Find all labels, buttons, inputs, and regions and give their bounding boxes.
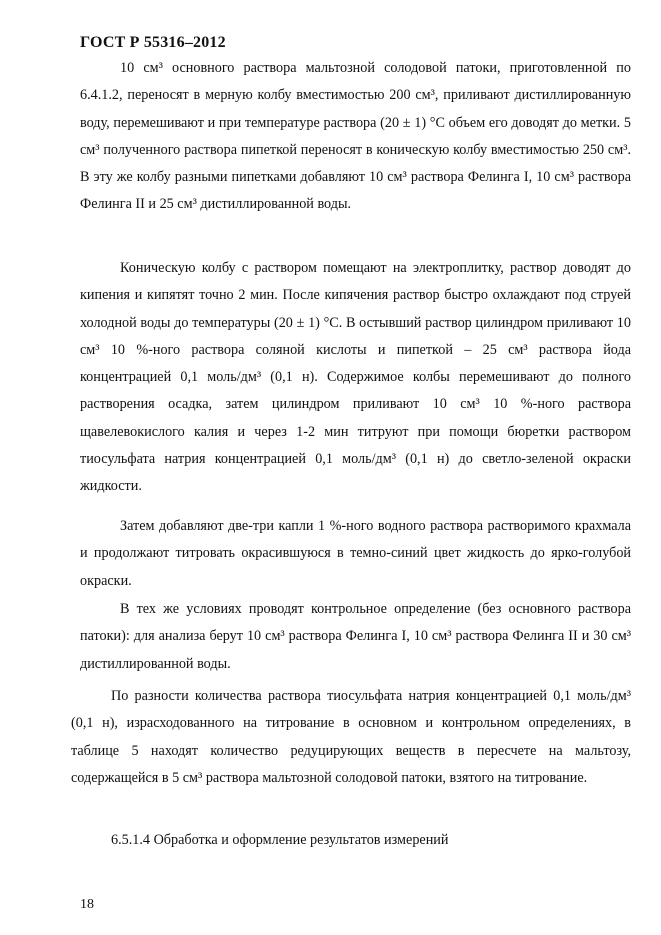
paragraph-sample-preparation: 10 см³ основного раствора мальтозной солодовой патоки, приготовленной по 6.4.1.2, переносят в мерную колбу вместимостью 200 см³, приливают дистиллированную воду, перемешивают и при температуре раствора (20 ± 1) °С объем его доводят до метки. 5 см³ полученного раствора пипеткой переносят в коническую колбу вместимостью 250 см³. В эту же колбу разными пипетками добавляют 10 см³ раствора Фелинга I, 10 см³ раствора Фелинга II и 25 см³ дистиллированной воды. [80,60,631,213]
paragraph-result-lookup: По разности количества раствора тиосульфата натрия концентрацией 0,1 моль/дм³ (0,1 н), израсходованного на титрование в основном и контрольном определениях, в таблице 5 находят количество редуцирующих веществ в пересчете на мальтозу, содержащейся в 5 см³ раствора мальтозной солодовой патоки, взятого на титрование. [71,688,631,786]
document-code-header: ГОСТ Р 55316–2012 [80,34,226,51]
section-heading-6-5-1-4: 6.5.1.4 Обработка и оформление результатов измерений [111,832,449,848]
paragraph-control-determination: В тех же условиях проводят контрольное определение (без основного раствора патоки): для анализа берут 10 см³ раствора Фелинга I, 10 см³ раствора Фелинга II и 30 см³ дистиллированной воды. [80,601,631,672]
page-number: 18 [80,897,94,912]
paragraph-starch-indicator: Затем добавляют две-три капли 1 %-ного водного раствора растворимого крахмала и продолжают титровать окрасившуюся в темно-синий цвет жидкость до ярко-голубой окраски. [80,518,631,589]
paragraph-boiling-titration: Коническую колбу с раствором помещают на электроплитку, раствор доводят до кипения и кипятят точно 2 мин. После кипячения раствор быстро охлаждают под струей холодной воды до температуры (20 ± 1) °С. В остывший раствор цилиндром приливают 10 см³ 10 %-ного раствора соляной кислоты и пипеткой – 25 см³ раствора йода концентрацией 0,1 моль/дм³ (0,1 н). Содержимое колбы перемешивают до полного растворения осадка, затем цилиндром приливают 10 см³ 10 %-ного раствора щавелевокислого калия и через 1-2 мин титруют при помощи бюретки раствором тиосульфата натрия концентрацией 0,1 моль/дм³ (0,1 н) до светло-зеленой окраски жидкости. [80,260,631,495]
